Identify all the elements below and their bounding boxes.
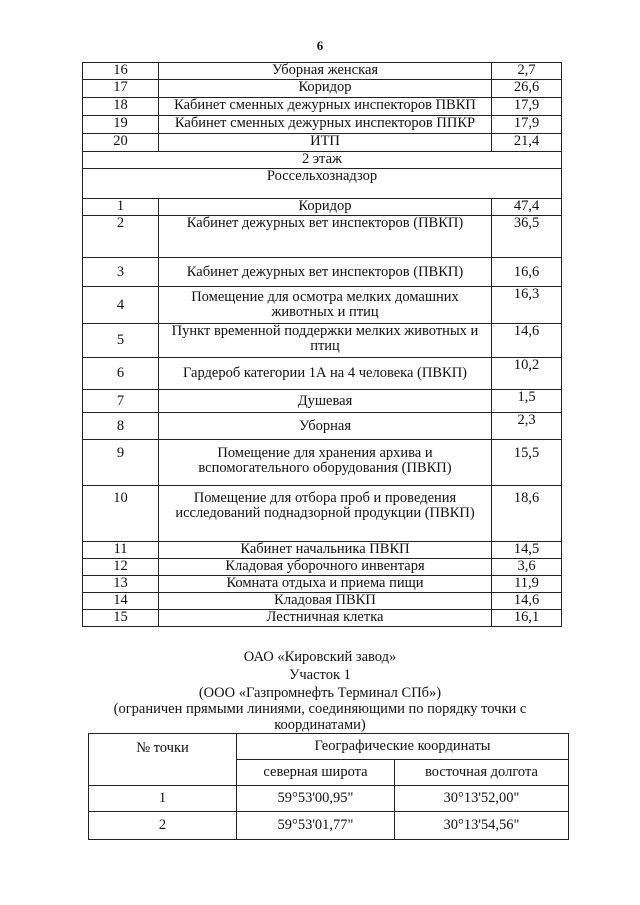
table-row xyxy=(83,216,562,258)
room-area: 2,3 xyxy=(492,413,562,440)
room-name: Комната отдыха и приема пищи xyxy=(159,576,492,593)
room-name: Лестничная клетка xyxy=(159,610,492,627)
latitude-value: 59°53'00,95" xyxy=(237,786,395,812)
table-row xyxy=(83,324,562,358)
room-name: Помещение для осмотра мелких домашних животных и птиц xyxy=(159,287,492,324)
rooms-table xyxy=(82,62,562,627)
boundary-note: (ограничен прямыми линиями, соединяющими по порядку точки с координатами) xyxy=(113,701,527,733)
room-number: 8 xyxy=(83,413,159,440)
table-row xyxy=(83,116,562,134)
room-area: 10,2 xyxy=(492,358,562,390)
room-area: 1,5 xyxy=(492,390,562,413)
room-area: 16,6 xyxy=(492,258,562,287)
table-row xyxy=(83,134,562,152)
table-row xyxy=(83,390,562,413)
table-row xyxy=(83,258,562,287)
room-name: Кабинет сменных дежурных инспекторов ПВКП xyxy=(159,98,492,116)
table-row xyxy=(83,559,562,576)
room-number: 1 xyxy=(83,199,159,216)
room-area: 16,3 xyxy=(492,287,562,324)
room-number: 19 xyxy=(83,116,159,134)
col-geo-header: Географические координаты xyxy=(237,734,569,760)
room-area: 16,1 xyxy=(492,610,562,627)
room-name: Кабинет начальника ПВКП xyxy=(159,542,492,559)
room-number: 11 xyxy=(83,542,159,559)
table-row xyxy=(83,63,562,80)
room-number: 6 xyxy=(83,358,159,390)
room-area: 17,9 xyxy=(492,98,562,116)
room-number: 14 xyxy=(83,593,159,610)
room-number: 9 xyxy=(83,440,159,486)
room-number: 3 xyxy=(83,258,159,287)
plot-heading: Участок 1 xyxy=(289,667,351,683)
longitude-value: 30°13'54,56" xyxy=(395,812,569,840)
point-number: 1 xyxy=(89,786,237,812)
room-number: 16 xyxy=(83,63,159,80)
room-number: 10 xyxy=(83,486,159,542)
room-name: Кабинет дежурных вет инспекторов (ПВКП) xyxy=(159,216,492,258)
company-heading: ОАО «Кировский завод» xyxy=(243,649,397,665)
room-number: 15 xyxy=(83,610,159,627)
tenant-heading: (ООО «Газпромнефть Терминал СПб») xyxy=(198,685,442,701)
room-area: 11,9 xyxy=(492,576,562,593)
room-number: 12 xyxy=(83,559,159,576)
room-area: 14,6 xyxy=(492,593,562,610)
table-row xyxy=(83,440,562,486)
room-name: Уборная xyxy=(159,413,492,440)
room-number: 4 xyxy=(83,287,159,324)
boundary-note-block xyxy=(0,701,640,733)
point-number: 2 xyxy=(89,812,237,840)
room-number: 7 xyxy=(83,390,159,413)
floor-heading: 2 этаж xyxy=(83,152,562,169)
room-name: Пункт временной поддержки мелких животных и птиц xyxy=(159,324,492,358)
room-name: Коридор xyxy=(159,199,492,216)
col-point-header: № точки xyxy=(89,734,237,786)
table-row xyxy=(83,98,562,116)
latitude-value: 59°53'01,77" xyxy=(237,812,395,840)
org-heading-row xyxy=(83,169,562,199)
room-area: 21,4 xyxy=(492,134,562,152)
room-name: Кабинет дежурных вет инспекторов (ПВКП) xyxy=(159,258,492,287)
room-area: 26,6 xyxy=(492,80,562,98)
room-name: Гардероб категории 1А на 4 человека (ПВКП) xyxy=(159,358,492,390)
room-name: Кабинет сменных дежурных инспекторов ППКР xyxy=(159,116,492,134)
room-name: Кладовая уборочного инвентаря xyxy=(159,559,492,576)
table-row xyxy=(83,486,562,542)
table-row xyxy=(83,199,562,216)
table-row xyxy=(83,576,562,593)
room-area: 15,5 xyxy=(492,440,562,486)
longitude-value: 30°13'52,00" xyxy=(395,786,569,812)
table-row xyxy=(83,287,562,324)
page-number: 6 xyxy=(316,38,324,53)
room-number: 2 xyxy=(83,216,159,258)
room-number: 20 xyxy=(83,134,159,152)
room-area: 36,5 xyxy=(492,216,562,258)
org-heading: Россельхознадзор xyxy=(83,169,562,199)
table-row xyxy=(83,358,562,390)
room-area: 14,6 xyxy=(492,324,562,358)
floor-heading-row xyxy=(83,152,562,169)
room-area: 47,4 xyxy=(492,199,562,216)
room-name: Помещение для хранения архива и вспомогательного оборудования (ПВКП) xyxy=(159,440,492,486)
room-area: 3,6 xyxy=(492,559,562,576)
room-number: 18 xyxy=(83,98,159,116)
room-name: ИТП xyxy=(159,134,492,152)
coords-header-row xyxy=(89,734,569,760)
room-area: 2,7 xyxy=(492,63,562,80)
room-number: 13 xyxy=(83,576,159,593)
col-lon-header: восточная долгота xyxy=(395,760,569,786)
room-number: 5 xyxy=(83,324,159,358)
table-row xyxy=(89,812,569,840)
room-area: 18,6 xyxy=(492,486,562,542)
coordinates-table xyxy=(88,733,569,840)
room-name: Коридор xyxy=(159,80,492,98)
table-row xyxy=(83,413,562,440)
room-name: Уборная женская xyxy=(159,63,492,80)
room-number: 17 xyxy=(83,80,159,98)
room-name: Душевая xyxy=(159,390,492,413)
room-area: 17,9 xyxy=(492,116,562,134)
room-name: Помещение для отбора проб и проведения исследований поднадзорной продукции (ПВКП) xyxy=(159,486,492,542)
room-name: Кладовая ПВКП xyxy=(159,593,492,610)
table-row xyxy=(83,542,562,559)
table-row xyxy=(89,786,569,812)
table-row xyxy=(83,593,562,610)
col-lat-header: северная широта xyxy=(237,760,395,786)
room-area: 14,5 xyxy=(492,542,562,559)
table-row xyxy=(83,80,562,98)
table-row xyxy=(83,610,562,627)
